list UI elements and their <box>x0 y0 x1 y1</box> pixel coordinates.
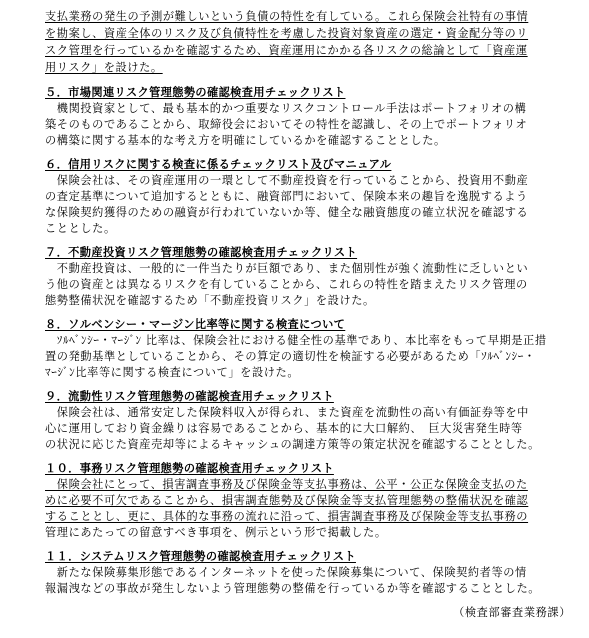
section-heading <box>45 462 334 476</box>
section-line-text: することとし、更に、具体的な事務の流れに沿って、損害調査事務及び保険金等支払事務の <box>45 510 529 523</box>
intro-line <box>45 10 528 24</box>
intro-line <box>45 44 528 58</box>
section-line-text: めに必要不可欠であることから、損害調査態勢及び保険金等支払管理態勢の整備状況を確認 <box>45 494 529 507</box>
section-line: ﾏｰｼﾞﾝ比率等に関する検査について」を設けた。 <box>45 366 300 379</box>
section-line: こととした。 <box>45 222 116 235</box>
section-line: 心に運用しており資金繰りは容易であることから、基本的に大口解約、 巨大災害発生時等 <box>45 422 523 435</box>
section-line-text: 保険会社にとって、損害調査事務及び保険金等支払事務は、公平・公正な保険金支払のた <box>45 478 528 491</box>
intro-line-text: 支払業務の発生の予測が難しいという負債の特性を有している。これら保険会社特有の事情 <box>45 10 529 23</box>
section-heading-text: ６．信用リスクに関する検査に係るチェックリスト及びマニュアル <box>45 158 392 171</box>
intro-line <box>45 27 528 41</box>
section-heading-text: ５．市場関連リスク管理態勢の確認検査用チェックリスト <box>45 86 346 99</box>
section-heading <box>45 246 357 260</box>
intro-line-text: を勘案し、資産全体のリスク及び負債特性を考慮した投資対象資産の選定・資金配分等のリ <box>45 27 529 40</box>
section-line: の状況に応じた資産売却等によるキャッシュの調達方策等の策定状況を確認することとした。 <box>45 438 540 451</box>
section-heading <box>45 550 356 564</box>
section-line <box>45 494 528 508</box>
section-line: 築そのものであることから、取締役会においてその特性を認識し、その上でポートフォリオ <box>45 118 528 131</box>
section-heading-text: ７．不動産投資リスク管理態勢の確認検査用チェックリスト <box>45 246 358 259</box>
closing-signature: （検査部審査業務課） <box>453 606 571 619</box>
intro-line <box>45 61 163 75</box>
section-line: う他の資産とは異なるリスクを有していることから、これらの特性を踏まえたリスク管理の <box>45 278 528 291</box>
section-line: な保険契約獲得のための融資が行われていないか等、健全な融資態度の確立状況を確認する <box>45 206 529 219</box>
section-line: 不動産投資は、一般的に一件当たりが巨額であり、また個別性が強く流動性に乏しいとい <box>45 262 529 275</box>
section-heading-text: １０．事務リスク管理態勢の確認検査用チェックリスト <box>45 462 334 475</box>
section-line <box>45 510 528 524</box>
intro-line-text: 用リスク」を設けた。 <box>45 61 163 74</box>
section-heading <box>45 390 334 404</box>
section-line: ｿﾙﾍﾞﾝｼｰ・ﾏｰｼﾞﾝ 比率は、保険会社における健全性の基準であり、本比率をもって早期是正措 <box>45 334 547 347</box>
section-line: 保険会社は、通常安定した保険料収入が得られ、また資産を流動性の高い有価証券等を中 <box>45 406 529 419</box>
section-line: 管理にあたっての留意すべき事項を、例示という形で掲載した。 <box>45 526 387 539</box>
section-line: 機関投資家として、最も基本的かつ重要なリスクコントロール手法はポートフォリオの構 <box>45 102 527 115</box>
section-heading <box>45 318 345 332</box>
section-line: 置の発動基準としていることから、その算定の適切性を検証する必要があるため「ｿﾙﾍﾞﾝｼｰ・ <box>45 350 536 363</box>
section-line: 新たな保険募集形態であるインターネットを使った保険募集について、保険契約者等の情 <box>45 566 527 579</box>
section-heading-text: ８．ソルベンシー・マージン比率等に関する検査について <box>45 318 346 331</box>
section-line <box>45 478 528 492</box>
section-heading <box>45 86 346 100</box>
section-line: 保険会社は、その資産運用の一環として不動産投資を行っていることから、投資用不動産 <box>45 174 529 187</box>
section-line: の構築に関する基本的な考え方を明確にしているかを確認することとした。 <box>45 134 446 147</box>
section-line: 報漏洩などの事故が発生しないよう管理態勢の整備を行っているか等を確認することとした。 <box>45 582 541 595</box>
section-heading <box>45 158 391 172</box>
section-line: 態勢整備状況を確認するため「不動産投資リスク」を設けた。 <box>45 294 375 307</box>
section-heading-text: １１．システムリスク管理態勢の確認検査用チェックリスト <box>45 550 356 563</box>
section-heading-text: ９．流動性リスク管理態勢の確認検査用チェックリスト <box>45 390 334 403</box>
intro-line-text: スク管理を行っているかを確認するため、資産運用にかかる各リスクの総論として「資産運 <box>45 44 528 57</box>
section-line: の査定基準について追加するとともに、融資部門において、保険本来の趣旨を逸脱するよう <box>45 190 528 203</box>
